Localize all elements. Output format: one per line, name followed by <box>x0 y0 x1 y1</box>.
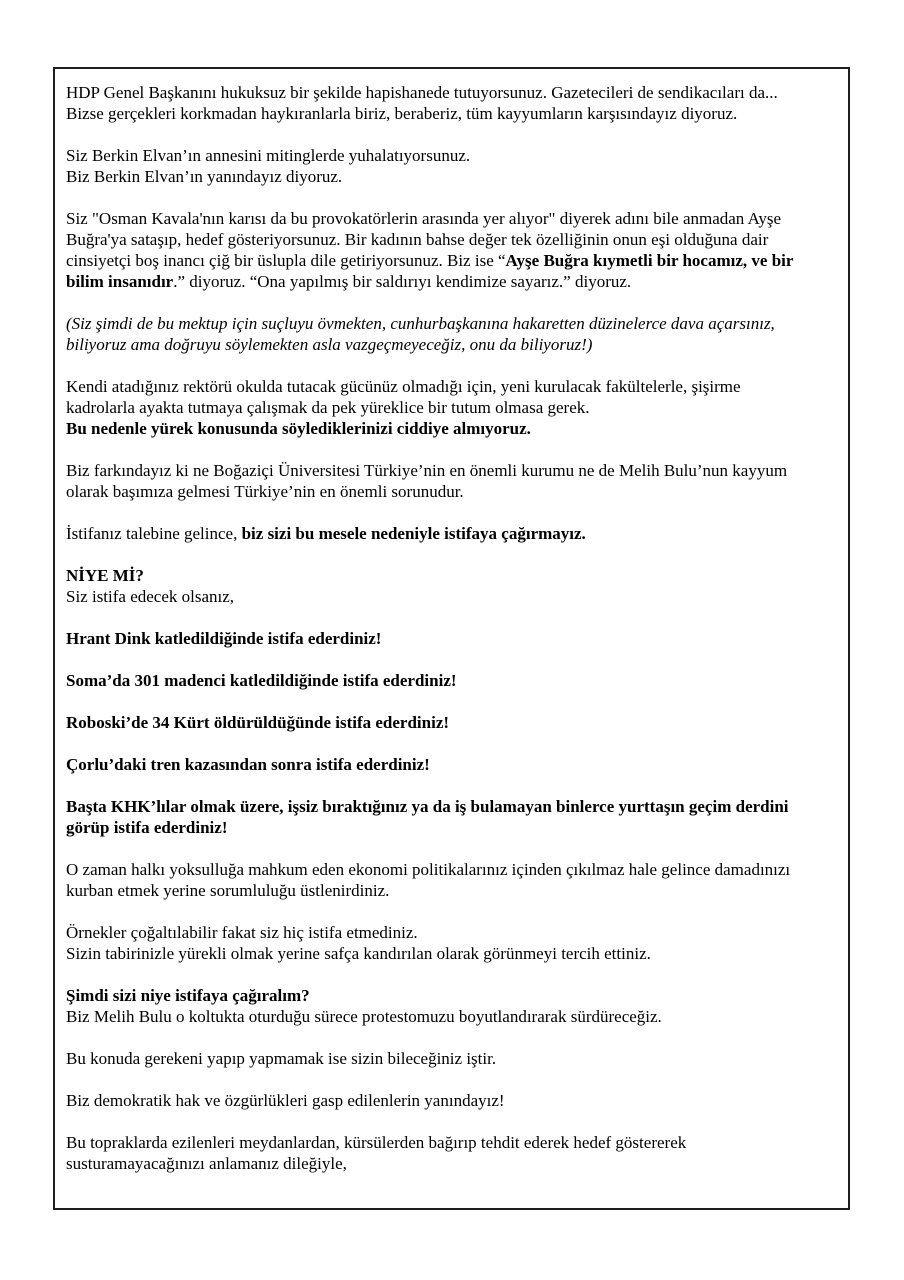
text-segment: Buğra'ya sataşıp, hedef gösteriyorsunuz. Bir kadının bahse değer tek özelliğinin onun eşi olduğuna dair <box>66 230 769 249</box>
paragraph <box>66 376 838 439</box>
paragraph <box>66 922 838 964</box>
text-line <box>66 796 838 817</box>
paragraph <box>66 859 838 901</box>
text-line <box>66 985 838 1006</box>
text-segment: Hrant Dink katledildiğinde istifa ederdiniz! <box>66 629 382 648</box>
paragraph <box>66 523 838 544</box>
text-line <box>66 229 838 250</box>
text-line <box>66 754 838 775</box>
text-segment: susturamayacağınızı anlamanız dileğiyle, <box>66 1154 347 1173</box>
paragraph <box>66 754 838 775</box>
text-segment: (Siz şimdi de bu mektup için suçluyu övmekten, cunhurbaşkanına hakaretten düzinelerce dava açarsınız, <box>66 314 775 333</box>
text-line <box>66 859 838 880</box>
text-segment: HDP Genel Başkanını hukuksuz bir şekilde hapishanede tutuyorsunuz. Gazetecileri de sendikacıları da... <box>66 83 778 102</box>
text-line <box>66 1153 838 1174</box>
text-segment: Siz Berkin Elvan’ın annesini mitinglerde yuhalatıyorsunuz. <box>66 146 471 165</box>
text-segment: O zaman halkı yoksulluğa mahkum eden ekonomi politikalarınız içinden çıkılmaz hale gelince damadınızı <box>66 860 791 879</box>
text-segment: Başta KHK’lılar olmak üzere, işsiz bıraktığınız ya da iş bulamayan binlerce yurttaşın geçim derdini <box>66 797 789 816</box>
paragraph <box>66 628 838 649</box>
paragraph <box>66 1048 838 1069</box>
text-segment: NİYE Mİ? <box>66 566 144 585</box>
text-line <box>66 481 838 502</box>
text-segment: bilim insanıdır <box>66 272 174 291</box>
text-line <box>66 418 838 439</box>
text-line <box>66 523 838 544</box>
text-segment: Soma’da 301 madenci katledildiğinde istifa ederdiniz! <box>66 671 457 690</box>
text-line <box>66 82 838 103</box>
text-segment: Bu konuda gerekeni yapıp yapmamak ise sizin bileceğiniz iştir. <box>66 1049 497 1068</box>
text-segment: İstifanız talebine gelince, <box>66 524 242 543</box>
text-segment: Bu nedenle yürek konusunda söylediklerinizi ciddiye almıyoruz. <box>66 419 531 438</box>
paragraph <box>66 82 838 124</box>
letter-body <box>55 69 848 1174</box>
text-segment: .” diyoruz. “Ona yapılmış bir saldırıyı kendimize sayarız.” diyoruz. <box>173 272 632 291</box>
text-line <box>66 712 838 733</box>
text-segment: Kendi atadığınız rektörü okulda tutacak gücünüz olmadığı için, yeni kurulacak fakültelerle, şişirme <box>66 377 741 396</box>
text-line <box>66 103 838 124</box>
text-segment: Biz Berkin Elvan’ın yanındayız diyoruz. <box>66 167 343 186</box>
paragraph <box>66 313 838 355</box>
paragraph <box>66 985 838 1027</box>
paragraph <box>66 670 838 691</box>
text-segment: kurban etmek yerine sorumluluğu üstlenirdiniz. <box>66 881 390 900</box>
letter-document <box>53 67 850 1210</box>
text-line <box>66 586 838 607</box>
text-line <box>66 922 838 943</box>
paragraph <box>66 1090 838 1111</box>
text-segment: biliyoruz ama doğruyu söylemekten asla vazgeçmeyeceğiz, onu da biliyoruz!) <box>66 335 593 354</box>
text-line <box>66 943 838 964</box>
text-line <box>66 250 838 271</box>
text-line <box>66 1090 838 1111</box>
text-segment: Şimdi sizi niye istifaya çağıralım? <box>66 986 310 1005</box>
text-line <box>66 1048 838 1069</box>
text-line <box>66 670 838 691</box>
paragraph <box>66 796 838 838</box>
text-line <box>66 460 838 481</box>
text-segment: Roboski’de 34 Kürt öldürüldüğünde istifa ederdiniz! <box>66 713 450 732</box>
text-line <box>66 166 838 187</box>
text-segment: biz sizi bu mesele nedeniyle istifaya çağırmayız. <box>241 524 586 543</box>
text-segment: Siz "Osman Kavala'nın karısı da bu provokatörlerin arasında yer alıyor" diyerek adını bile anmadan Ayşe <box>66 209 781 228</box>
text-segment: Bu topraklarda ezilenleri meydanlardan, kürsülerden bağırıp tehdit ederek hedef göstererek <box>66 1133 687 1152</box>
text-line <box>66 1006 838 1027</box>
text-line <box>66 628 838 649</box>
text-segment: Biz farkındayız ki ne Boğaziçi Üniversitesi Türkiye’nin en önemli kurumu ne de Melih Bulu’nun kayyum <box>66 461 788 480</box>
text-line <box>66 817 838 838</box>
text-segment: Biz demokratik hak ve özgürlükleri gasp edilenlerin yanındayız! <box>66 1091 505 1110</box>
text-segment: Çorlu’daki tren kazasından sonra istifa ederdiniz! <box>66 755 430 774</box>
paragraph <box>66 145 838 187</box>
paragraph <box>66 460 838 502</box>
paragraph <box>66 1132 838 1174</box>
paragraph <box>66 208 838 292</box>
text-line <box>66 376 838 397</box>
text-segment: görüp istifa ederdiniz! <box>66 818 228 837</box>
text-line <box>66 145 838 166</box>
text-segment: olarak başımıza gelmesi Türkiye’nin en önemli sorunudur. <box>66 482 464 501</box>
text-line <box>66 397 838 418</box>
text-line <box>66 208 838 229</box>
text-line <box>66 880 838 901</box>
text-line <box>66 271 838 292</box>
text-segment: Biz Melih Bulu o koltukta oturduğu sürece protestomuzu boyutlandırarak sürdüreceğiz. <box>66 1007 662 1026</box>
text-segment: Bizse gerçekleri korkmadan haykıranlarla biriz, beraberiz, tüm kayyumların karşısındayız diyoruz. <box>66 104 738 123</box>
text-segment: cinsiyetçi boş inancı çiğ bir üslupla dile getiriyorsunuz. Biz ise “ <box>66 251 506 270</box>
paragraph <box>66 565 838 607</box>
text-line <box>66 565 838 586</box>
text-line <box>66 334 838 355</box>
text-segment: Ayşe Buğra kıymetli bir hocamız, ve bir <box>505 251 794 270</box>
text-segment: kadrolarla ayakta tutmaya çalışmak da pek yüreklice bir tutum olmasa gerek. <box>66 398 590 417</box>
text-line <box>66 1132 838 1153</box>
paragraph <box>66 712 838 733</box>
text-line <box>66 313 838 334</box>
text-segment: Siz istifa edecek olsanız, <box>66 587 235 606</box>
text-segment: Örnekler çoğaltılabilir fakat siz hiç istifa etmediniz. <box>66 923 418 942</box>
text-segment: Sizin tabirinizle yürekli olmak yerine safça kandırılan olarak görünmeyi tercih ettiniz. <box>66 944 651 963</box>
